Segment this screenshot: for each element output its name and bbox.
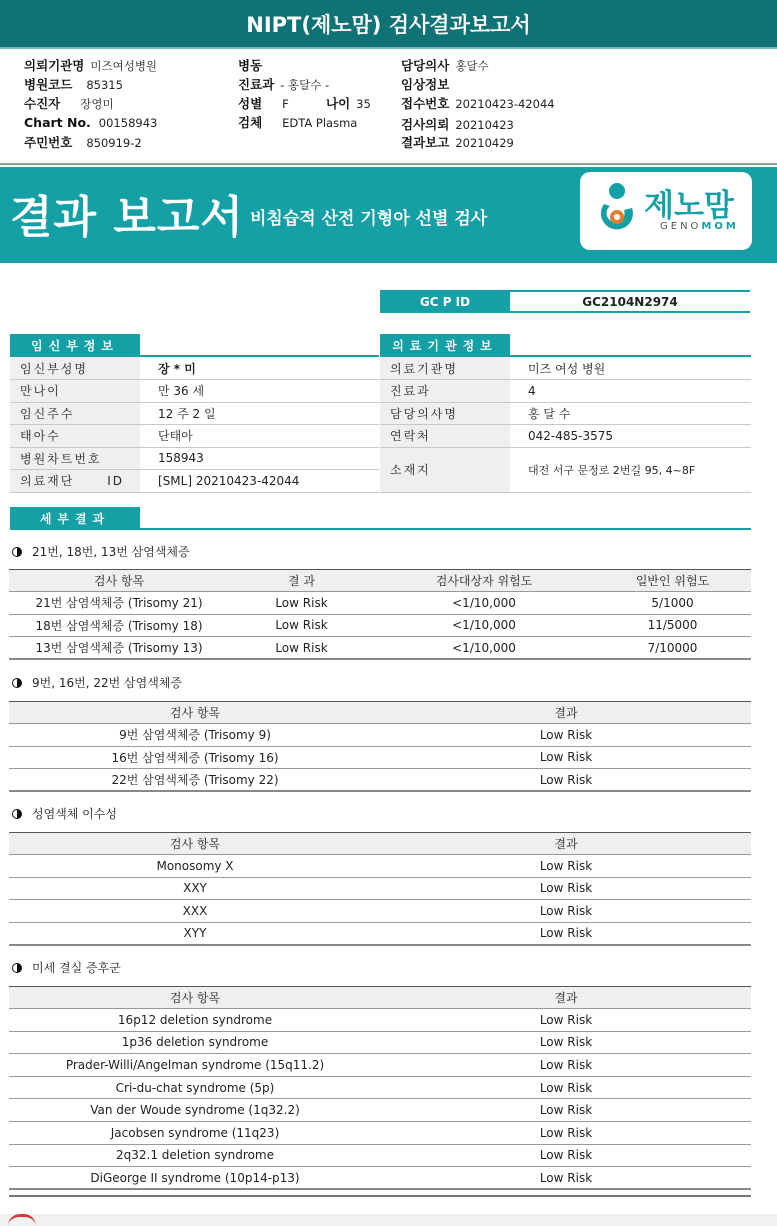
patient-field: 병동 — [238, 58, 263, 73]
patient-field: 주민번호 850919-2 — [24, 135, 142, 150]
gcp-id-label: GC P ID — [380, 290, 510, 313]
microdeletion-table — [9, 986, 751, 1190]
logo-name: 제노맘 — [644, 188, 734, 224]
detail-results-tab: 세부결과 — [10, 507, 140, 530]
table-row: 2q32.1 deletion syndrome Low Risk — [9, 1144, 751, 1167]
patient-field: 검사의뢰 20210423 — [401, 117, 514, 132]
report-header-bar — [0, 0, 777, 47]
col-header: 결과 — [381, 702, 751, 724]
table-row: 1p36 deletion syndrome Low Risk — [9, 1031, 751, 1054]
half-circle-icon — [12, 963, 22, 973]
info-row: 의료재단 ID [SML] 20210423-42044 — [10, 470, 379, 493]
patient-field: 검체 EDTA Plasma — [238, 115, 358, 130]
group-title-sex-chromosome: 성염색체 이수성 — [12, 805, 117, 822]
patient-field: 수진자 장영미 — [24, 96, 114, 111]
info-row: 진료과 4 — [380, 380, 751, 403]
clinic-info-tab: 의료기관정보 — [380, 334, 510, 357]
col-header: 결과 — [381, 987, 751, 1009]
logo-english: GENOMOM — [660, 221, 739, 232]
mother-info-tab: 임신부정보 — [10, 334, 140, 357]
col-header: 일반인 위험도 — [594, 570, 751, 592]
patient-field: 임상정보 — [401, 77, 450, 92]
sex-chromosome-table — [9, 832, 751, 946]
footer-strip — [0, 1214, 777, 1226]
patient-field: 결과보고 20210429 — [401, 135, 514, 150]
patient-field: 진료과 - 홍달수 - — [238, 77, 330, 92]
info-row: 만나이 만 36 세 — [10, 380, 379, 403]
report-banner — [0, 167, 777, 263]
patient-field: 의뢰기관명 미즈여성병원 — [24, 58, 158, 73]
col-header: 결 과 — [229, 570, 374, 592]
group-title-trisomy-21-18-13: 21번, 18번, 13번 삼염색체증 — [12, 543, 190, 560]
half-circle-icon — [12, 547, 22, 557]
patient-divider — [0, 163, 777, 165]
table-row: Prader-Willi/Angelman syndrome (15q11.2) Low Risk — [9, 1054, 751, 1077]
header-divider — [0, 47, 777, 49]
patient-info-block — [0, 52, 777, 164]
col-header: 검사 항목 — [9, 702, 381, 724]
col-header: 결과 — [381, 833, 751, 855]
table-row: Jacobsen syndrome (11q23) Low Risk — [9, 1121, 751, 1144]
half-circle-icon — [12, 678, 22, 688]
patient-field: 성별 F — [238, 96, 289, 111]
info-row: 임신부성명 장 * 미 — [10, 357, 379, 380]
patient-age-field: 나이 35 — [326, 96, 371, 111]
group-title-microdeletion: 미세 결실 증후군 — [12, 959, 121, 976]
table-row: 18번 삼염색체증 (Trisomy 18) Low Risk <1/10,000 11/5000 — [9, 614, 751, 637]
table-row: Van der Woude syndrome (1q32.2) Low Risk — [9, 1099, 751, 1122]
table-row: DiGeorge II syndrome (10p14-p13) Low Risk — [9, 1167, 751, 1190]
report-title: NIPT(제노맘) 검사결과보고서 — [246, 12, 531, 37]
table-row: Cri-du-chat syndrome (5p) Low Risk — [9, 1076, 751, 1099]
group-title-trisomy-9-16-22: 9번, 16번, 22번 삼염색체증 — [12, 674, 182, 691]
patient-field: 병원코드 85315 — [24, 77, 123, 92]
trisomy-9-16-22-table — [9, 701, 751, 792]
mother-info-table — [10, 357, 379, 493]
table-row: 22번 삼염색체증 (Trisomy 22) Low Risk — [9, 769, 751, 792]
info-row: 태아수 단태아 — [10, 425, 379, 448]
info-row: 병원차트번호 158943 — [10, 447, 379, 470]
info-row: 담당의사명 홍 달 수 — [380, 402, 751, 425]
info-row: 소재지 대전 서구 문정로 2번길 95, 4~8F — [380, 447, 751, 492]
table-row: 16p12 deletion syndrome Low Risk — [9, 1009, 751, 1032]
patient-field: 접수번호 20210423-42044 — [401, 96, 555, 111]
banner-subtitle: 비침습적 산전 기형아 선별 검사 — [250, 209, 488, 229]
table-row: 13번 삼염색체증 (Trisomy 13) Low Risk <1/10,000 7/10000 — [9, 637, 751, 660]
gcp-id-value: GC2104N2974 — [510, 290, 750, 313]
info-row: 의료기관명 미즈 여성 병원 — [380, 357, 751, 380]
table-row: 21번 삼염색체증 (Trisomy 21) Low Risk <1/10,000 5/1000 — [9, 592, 751, 615]
table-row: XXX Low Risk — [9, 900, 751, 923]
trisomy-21-18-13-table — [9, 569, 751, 660]
patient-field: Chart No. 00158943 — [24, 115, 158, 130]
banner-title: 결과 보고서 — [10, 192, 244, 243]
clinic-info-table — [380, 357, 751, 493]
table-row: XXY Low Risk — [9, 877, 751, 900]
footer-divider — [9, 1195, 751, 1197]
table-row: 16번 삼염색체증 (Trisomy 16) Low Risk — [9, 746, 751, 769]
genomom-logo — [580, 172, 752, 250]
col-header: 검사 항목 — [9, 833, 381, 855]
table-row: XYY Low Risk — [9, 922, 751, 945]
detail-results-line — [10, 528, 751, 530]
half-circle-icon — [12, 809, 22, 819]
table-row: 9번 삼염색체증 (Trisomy 9) Low Risk — [9, 724, 751, 747]
col-header: 검사 항목 — [9, 987, 381, 1009]
info-row: 연락처 042-485-3575 — [380, 425, 751, 448]
col-header: 검사대상자 위험도 — [374, 570, 594, 592]
genomom-logo-icon — [594, 180, 640, 238]
patient-field: 담당의사 홍달수 — [401, 58, 489, 73]
info-row: 임신주수 12 주 2 일 — [10, 402, 379, 425]
col-header: 검사 항목 — [9, 570, 229, 592]
table-row: Monosomy X Low Risk — [9, 855, 751, 878]
